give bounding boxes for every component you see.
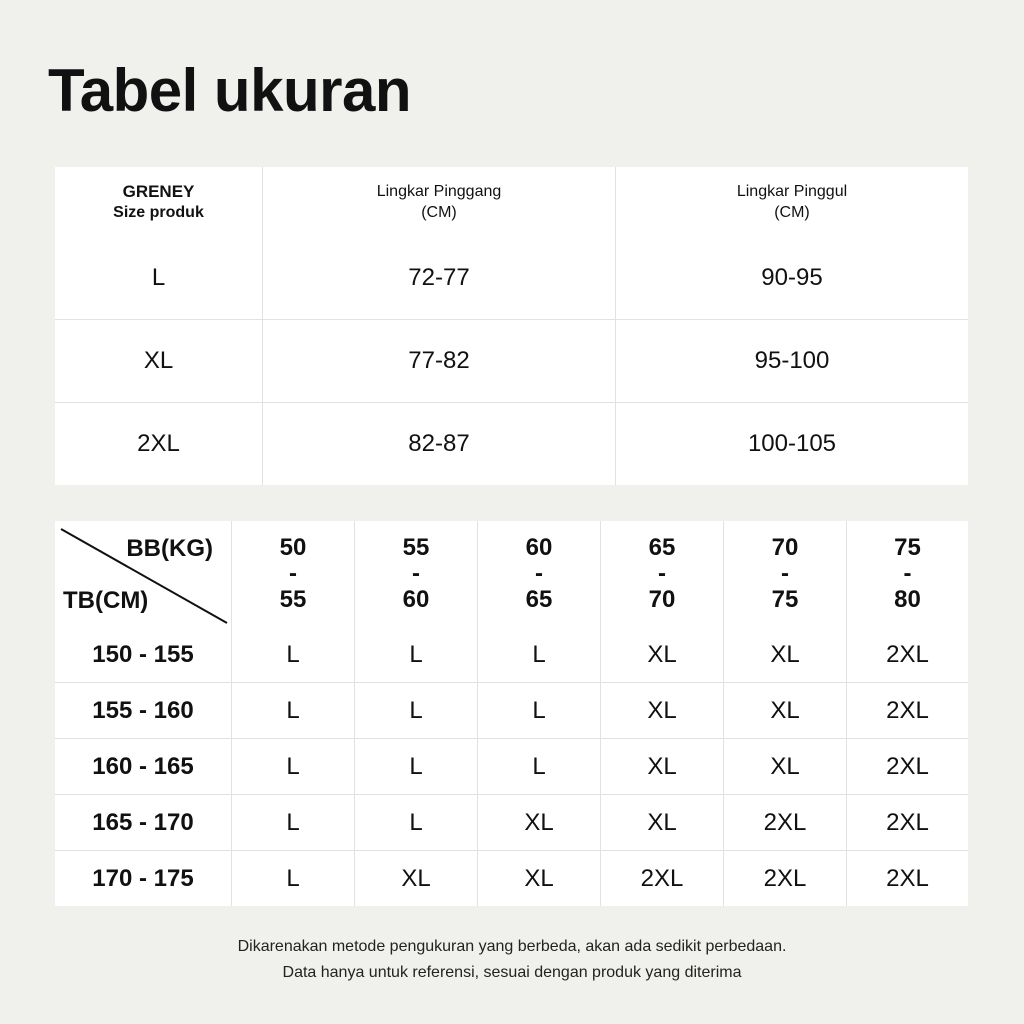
weight-from: 70	[771, 534, 799, 561]
size-cell: L	[232, 683, 355, 739]
size-cell: 2XL	[601, 851, 724, 907]
size-label: Size produk	[113, 204, 204, 221]
table-row	[55, 320, 968, 403]
size-cell: L	[478, 739, 601, 795]
disclaimer-line: Dikarenakan metode pengukuran yang berbeda, akan ada sedikit perbedaan.	[237, 938, 787, 955]
hip-cell: 95-100	[616, 320, 969, 403]
weight-header-row	[55, 521, 968, 627]
weight-column-header	[847, 521, 969, 627]
weight-from: 65	[648, 534, 676, 561]
weight-sep: -	[289, 560, 297, 587]
size-cell: L	[355, 739, 478, 795]
size-cell: L	[232, 627, 355, 683]
height-range-cell: 165 - 170	[55, 795, 232, 851]
size-cell: 2XL	[724, 795, 847, 851]
size-cell: 2XL	[724, 851, 847, 907]
waist-cell: 77-82	[263, 320, 616, 403]
weight-column-header	[601, 521, 724, 627]
weight-sep: -	[781, 560, 789, 587]
weight-column-header	[724, 521, 847, 627]
weight-to: 75	[771, 586, 799, 613]
size-fit-matrix-table	[55, 521, 968, 906]
weight-sep: -	[658, 560, 666, 587]
weight-sep: -	[535, 560, 543, 587]
table-row	[55, 683, 968, 739]
weight-column-header	[478, 521, 601, 627]
hip-cell: 100-105	[616, 403, 969, 486]
size-cell: XL	[724, 739, 847, 795]
page-title: Tabel ukuran	[48, 57, 411, 124]
weight-column-header	[355, 521, 478, 627]
waist-label: Lingkar Pinggang	[376, 183, 502, 200]
size-cell: 2XL	[55, 403, 263, 486]
corner-header-cell	[55, 521, 232, 627]
weight-from: 50	[279, 534, 307, 561]
size-cell: XL	[478, 851, 601, 907]
size-cell: XL	[601, 795, 724, 851]
hip-cell: 90-95	[616, 237, 969, 320]
height-range-cell: 155 - 160	[55, 683, 232, 739]
size-cell: L	[478, 627, 601, 683]
table-header-row	[55, 167, 968, 237]
table-row	[55, 403, 968, 486]
size-cell: 2XL	[847, 795, 969, 851]
weight-to: 80	[894, 586, 921, 613]
disclaimer-line: Data hanya untuk referensi, sesuai dengan produk yang diterima	[282, 964, 742, 981]
size-cell: XL	[601, 683, 724, 739]
size-cell: L	[355, 627, 478, 683]
weight-from: 75	[894, 534, 921, 561]
height-axis-label: TB(CM)	[63, 587, 149, 614]
weight-from: 55	[402, 534, 430, 561]
table-row	[55, 627, 968, 683]
disclaimer-note	[0, 934, 1024, 986]
waist-unit: (CM)	[421, 204, 457, 221]
waist-header-cell	[263, 167, 616, 237]
weight-to: 65	[525, 586, 553, 613]
size-cell: XL	[724, 683, 847, 739]
size-cell: L	[355, 795, 478, 851]
height-range-cell: 150 - 155	[55, 627, 232, 683]
hip-header-cell	[616, 167, 969, 237]
size-cell: L	[232, 795, 355, 851]
hip-unit: (CM)	[774, 204, 810, 221]
size-cell: XL	[601, 739, 724, 795]
height-range-cell: 170 - 175	[55, 851, 232, 907]
size-cell: L	[355, 683, 478, 739]
size-cell: XL	[355, 851, 478, 907]
weight-from: 60	[525, 534, 553, 561]
height-range-cell: 160 - 165	[55, 739, 232, 795]
size-cell: XL	[601, 627, 724, 683]
table-row	[55, 237, 968, 320]
size-cell: L	[55, 237, 263, 320]
brand-label: GRENEY	[122, 182, 195, 201]
size-cell: XL	[55, 320, 263, 403]
weight-sep: -	[903, 560, 912, 587]
weight-axis-label: BB(KG)	[126, 535, 213, 562]
table-row	[55, 851, 968, 907]
size-cell: XL	[478, 795, 601, 851]
size-header-cell	[55, 167, 263, 237]
size-cell: 2XL	[847, 683, 969, 739]
size-cell: 2XL	[847, 851, 969, 907]
waist-cell: 72-77	[263, 237, 616, 320]
weight-column-header	[232, 521, 355, 627]
weight-to: 70	[648, 586, 676, 613]
size-cell: 2XL	[847, 739, 969, 795]
size-measurement-table	[55, 167, 968, 485]
waist-cell: 82-87	[263, 403, 616, 486]
size-cell: L	[232, 851, 355, 907]
hip-label: Lingkar Pinggul	[736, 183, 848, 200]
weight-sep: -	[412, 560, 420, 587]
size-cell: XL	[724, 627, 847, 683]
table-row	[55, 739, 968, 795]
size-cell: L	[478, 683, 601, 739]
size-cell: L	[232, 739, 355, 795]
weight-to: 55	[279, 586, 307, 613]
table-row	[55, 795, 968, 851]
weight-to: 60	[402, 586, 430, 613]
size-cell: 2XL	[847, 627, 969, 683]
